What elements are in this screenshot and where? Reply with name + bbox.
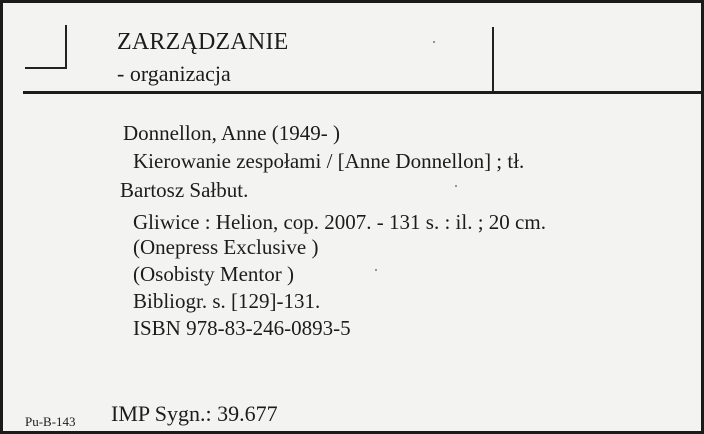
subject-heading: ZARZĄDZANIE — [117, 29, 289, 55]
title-statement: Kierowanie zespołami / [Anne Donnellon] ; tł. — [133, 149, 525, 173]
corner-mark-base — [25, 67, 67, 69]
paper-speck — [455, 185, 457, 187]
paper-speck — [375, 269, 377, 271]
call-number: IMP Sygn.: 39.677 — [111, 401, 278, 426]
isbn: ISBN 978-83-246-0893-5 — [133, 316, 351, 340]
imprint: Gliwice : Helion, cop. 2007. - 131 s. : il. ; 20 cm. — [133, 210, 546, 234]
paper-speck — [433, 41, 435, 43]
title-statement-continued: Bartosz Sałbut. — [120, 178, 249, 202]
heading-rule — [23, 91, 701, 94]
author-entry: Donnellon, Anne (1949- ) — [123, 121, 340, 145]
bibliography-note: Bibliogr. s. [129]-131. — [133, 289, 321, 313]
heading-divider — [492, 27, 494, 93]
series-statement: (Onepress Exclusive ) — [133, 235, 319, 259]
corner-mark — [65, 25, 67, 69]
shelfmark: Pu-B-143 — [25, 414, 76, 429]
subject-subdivision: - organizacja — [117, 61, 231, 86]
series-statement-secondary: (Osobisty Mentor ) — [133, 262, 294, 286]
